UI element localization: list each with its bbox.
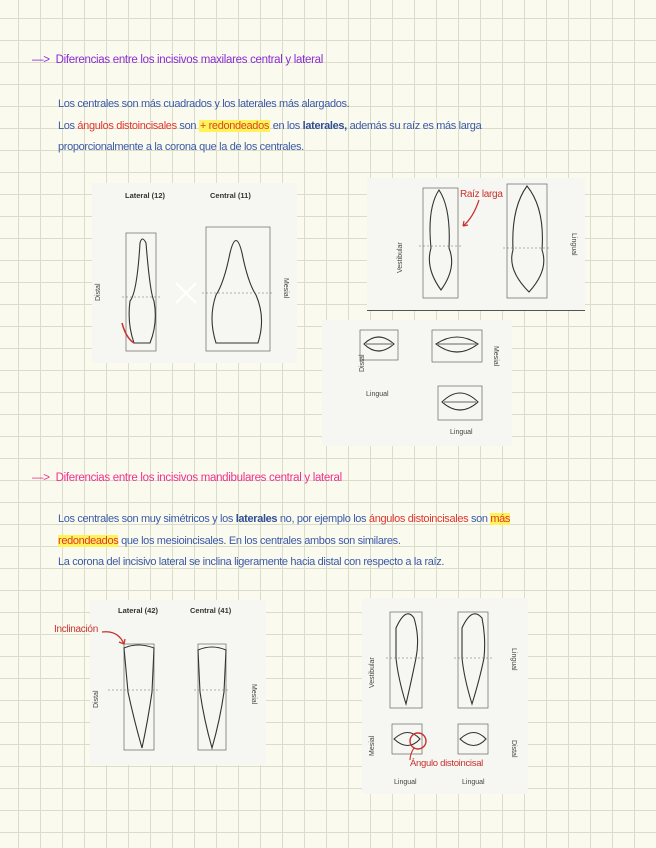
text: Los centrales son muy simétricos y los xyxy=(58,513,236,525)
label-lateral-42: Lateral (42) xyxy=(118,606,159,615)
section1-paragraph xyxy=(58,94,618,159)
label-vestibular: Vestibular xyxy=(369,657,376,688)
section2-title: Diferencias entre los incisivos mandibulares central y lateral xyxy=(55,472,342,484)
label-distal: Distal xyxy=(510,740,517,758)
label-mesial: Mesial xyxy=(250,684,257,705)
label-lingual-1: Lingual xyxy=(366,391,389,398)
section1-heading xyxy=(32,54,323,66)
annotation-angulo-distoincisal: Ángulo distoincisal xyxy=(410,758,483,769)
label-lingual: Lingual xyxy=(570,233,577,256)
term-laterales: laterales xyxy=(235,513,278,525)
highlight-redondeados: redondeados xyxy=(58,534,119,547)
label-distal: Distal xyxy=(359,354,366,372)
label-mesial: Mesial xyxy=(282,278,289,299)
term-angulos-distoincisales: ángulos distoincisales xyxy=(77,119,177,132)
section2-line2 xyxy=(58,531,618,553)
section2-line3: La corona del incisivo lateral se inclina ligeramente hacia distal con respecto a la raíz. xyxy=(58,556,445,568)
text: que los mesioincisales. En los centrales ambos son similares. xyxy=(118,534,401,547)
label-lingual-2: Lingual xyxy=(462,779,485,786)
label-central-41: Central (41) xyxy=(190,606,232,615)
text: son xyxy=(468,513,491,525)
section2-line1 xyxy=(58,509,618,531)
text: son xyxy=(176,119,199,132)
section2-paragraph xyxy=(58,509,618,574)
text: en los xyxy=(269,119,303,132)
label-distal: Distal xyxy=(95,283,102,301)
figure-maxillary-front-view xyxy=(92,183,297,363)
figure-maxillary-incisal-view xyxy=(322,320,512,446)
section1-line2 xyxy=(58,116,618,138)
section1-line1: Los centrales son más cuadrados y los laterales más alargados. xyxy=(58,98,350,110)
highlight-mas: más xyxy=(490,513,511,525)
annotation-arrow-icon xyxy=(100,628,130,648)
arrow-icon: —> xyxy=(32,472,50,484)
arrow-icon: —> xyxy=(32,54,50,66)
label-central-11: Central (11) xyxy=(210,191,251,200)
label-lingual-1: Lingual xyxy=(394,779,417,786)
divider xyxy=(367,310,585,311)
label-distal: Distal xyxy=(93,690,100,708)
figure-mandibular-front-view xyxy=(90,600,266,765)
label-lateral-12: Lateral (12) xyxy=(125,191,166,200)
term-laterales: laterales, xyxy=(302,119,347,132)
text: además su raíz es más larga xyxy=(346,119,482,132)
section1-line3: proporcionalmente a la corona que la de los centrales. xyxy=(58,141,304,153)
label-lingual-side: Lingual xyxy=(510,648,517,671)
annotation-inclinacion: Inclinación xyxy=(54,624,98,635)
highlight-redondeados: + redondeados xyxy=(199,119,269,132)
label-mesial: Mesial xyxy=(369,735,376,756)
text: no, por ejemplo los xyxy=(277,513,369,525)
term-angulos-distoincisales: ángulos distoincisales xyxy=(368,513,469,525)
label-lingual-2: Lingual xyxy=(450,429,473,436)
section2-heading xyxy=(32,472,342,484)
label-mesial: Mesial xyxy=(492,346,499,367)
annotation-raiz-larga: Raíz larga xyxy=(460,189,503,200)
label-vestibular: Vestibular xyxy=(397,242,404,273)
section1-title: Diferencias entre los incisivos maxilares central y lateral xyxy=(55,54,323,66)
text: Los xyxy=(58,119,78,132)
